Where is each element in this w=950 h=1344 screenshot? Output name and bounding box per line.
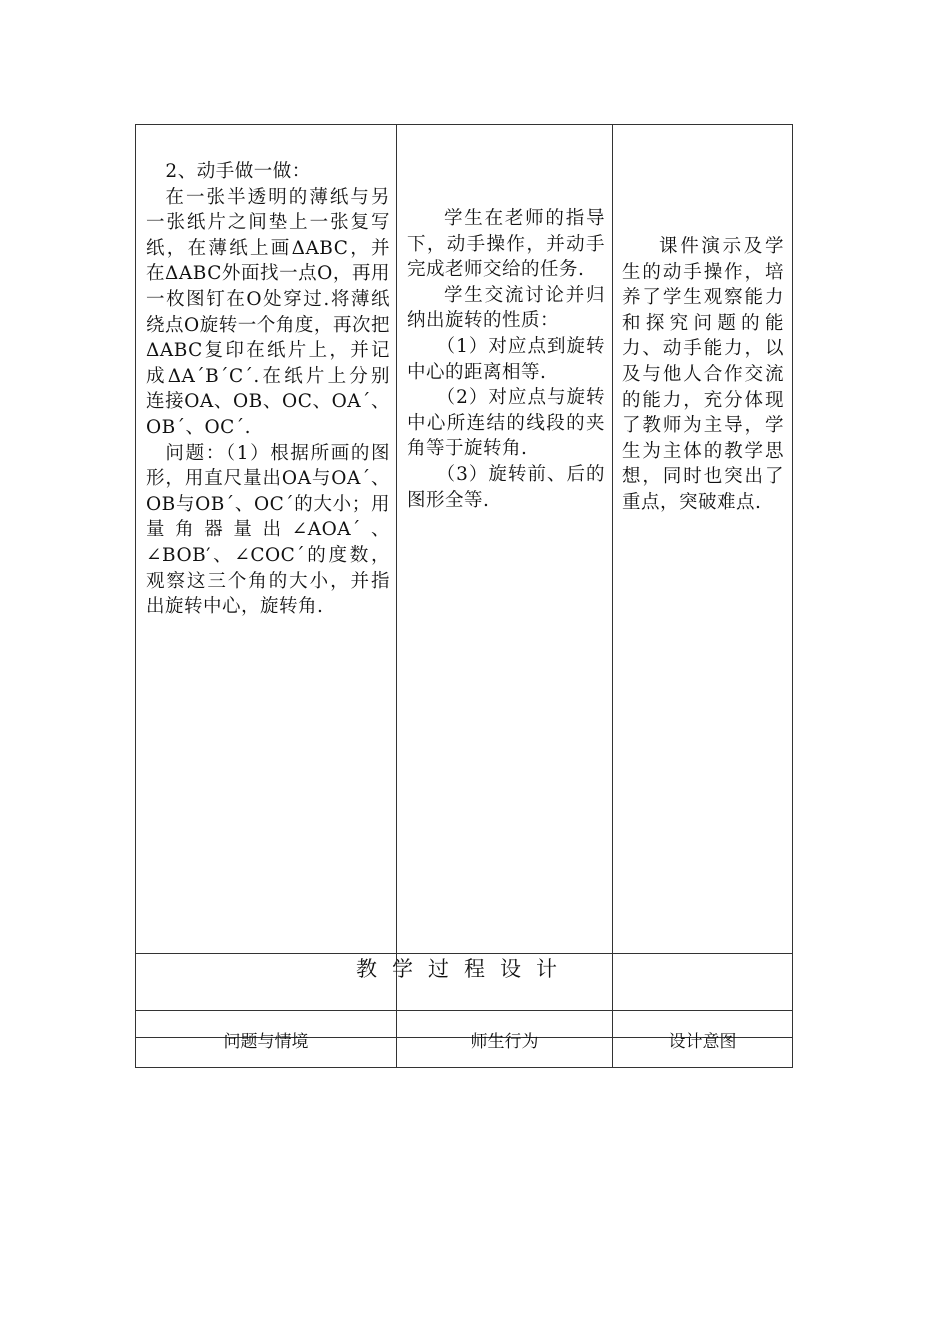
header-problem-context: 问题与情境	[136, 1011, 397, 1068]
design-table-title: 教学过程设计	[356, 957, 572, 981]
table-row	[136, 1011, 793, 1068]
property-item-1: （1）对应点到旋转中心的距离相等.	[407, 335, 605, 383]
design-table-title-cell	[136, 954, 793, 1011]
problem-context-cell	[136, 125, 397, 1038]
header-teacher-student: 师生行为	[397, 1011, 613, 1068]
header-design-intent: 设计意图	[613, 1011, 793, 1068]
teacher-student-cell	[397, 125, 613, 1038]
student-action-text: 学生在老师的指导下，动手操作，并动手完成老师交给的任务.	[407, 208, 605, 281]
property-item-2: （2）对应点与旋转中心所连结的线段的夹角等于旋转角.	[407, 387, 605, 460]
design-intent-cell	[613, 125, 793, 1038]
activity-questions: 问题：（1）根据所画的图形，用直尺量出OA与OA´、OB与OB´、OC´的大小；用量角器量出∠AOA´、∠BOB′、∠COC´的度数，观察这三个角的大小，并指出旋转中心，旋转角.	[146, 442, 390, 618]
table-row	[136, 125, 793, 1038]
property-item-3: （3）旋转前、后的图形全等.	[407, 463, 605, 511]
lesson-content-table	[135, 124, 793, 1038]
table-row	[136, 954, 793, 1011]
activity-instructions: 在一张半透明的薄纸与另一张纸片之间垫上一张复写纸，在薄纸上画ΔABC，并在ΔABC外面找一点O，再用一枚图钉在O处穿过.将薄纸绕点O旋转一个角度，再次把ΔABC复印在纸片上，并记成ΔA´B´C´.在纸片上分别连接OA、OB、OC、OA´、OB´、OC´.	[146, 186, 390, 438]
activity-heading: 2、动手做一做：	[165, 161, 311, 182]
design-intent-text: 课件演示及学生的动手操作，培养了学生观察能力和探究问题的能力、动手能力，以及与他人合作交流的能力，充分体现了教师为主导，学生为主体的教学思想，同时也突出了重点，突破难点.	[622, 236, 784, 513]
design-table	[135, 953, 793, 1068]
discussion-text: 学生交流讨论并归纳出旋转的性质：	[407, 284, 605, 332]
